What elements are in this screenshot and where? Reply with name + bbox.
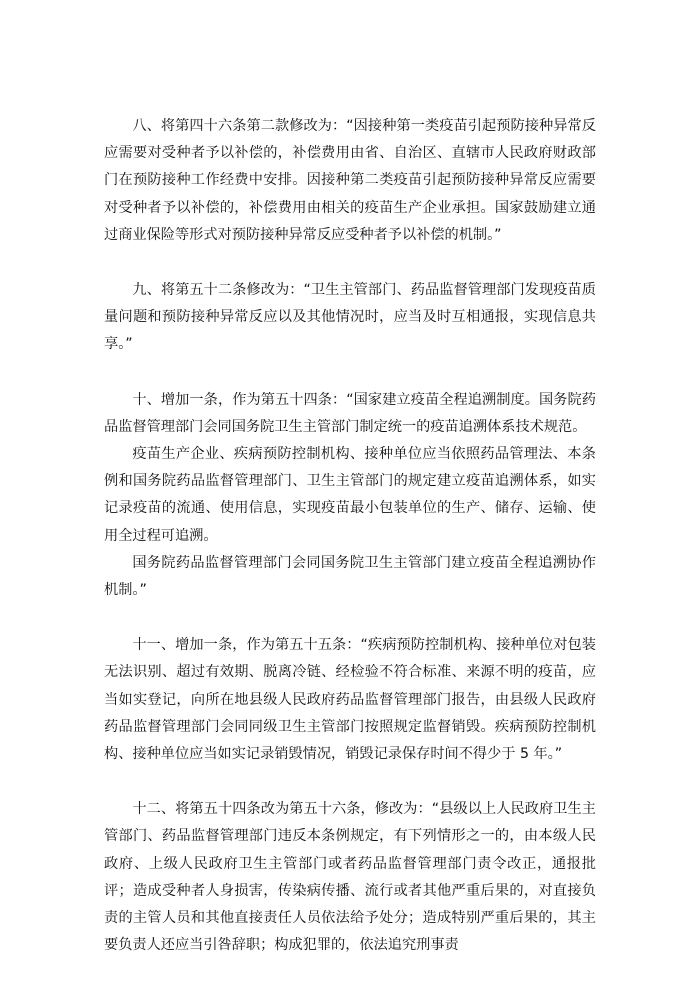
paragraph-article-10-clause-2: 疫苗生产企业、疾病预防控制机构、接种单位应当依照药品管理法、本条例和国务院药品监督管理部门、卫生主管部门的规定建立疫苗追溯体系，如实记录疫苗的流通、使用信息，实现疫苗最小包装单位的生产、储存、运输、使用全过程可追溯。 [104,446,596,544]
paragraph-article-12: 十二、将第五十四条改为第五十六条，修改为：“县级以上人民政府卫生主管部门、药品监督管理部门违反本条例规定，有下列情形之一的，由本级人民政府、上级人民政府卫生主管部门或者药品监督管理部门责令改正，通报批评；造成受种者人身损害，传染病传播、流行或者其他严重后果的，对直接负责的主管人员和其他直接责任人员依法给予处分；造成特别严重后果的，其主要负责人还应当引咎辞职；构成犯罪的，依法追究刑事责 [104,801,596,954]
paragraph-article-9: 九、将第五十二条修改为：“卫生主管部门、药品监督管理部门发现疫苗质量问题和预防接种异常反应以及其他情况时，应当及时互相通报，实现信息共享。” [104,282,596,353]
paragraph-article-10-clause-3: 国务院药品监督管理部门会同国务院卫生主管部门建立疫苗全程追溯协作机制。” [104,554,596,599]
document-body [104,113,596,959]
paragraph-article-11: 十一、增加一条，作为第五十五条：“疾病预防控制机构、接种单位对包装无法识别、超过有效期、脱离冷链、经检验不符合标准、来源不明的疫苗，应当如实登记，向所在地县级人民政府药品监督管理部门报告，由县级人民政府药品监督管理部门会同同级卫生主管部门按照规定监督销毁。疾病预防控制机构、接种单位应当如实记录销毁情况，销毁记录保存时间不得少于 5 年。” [104,637,596,763]
paragraph-article-10: 十、增加一条，作为第五十四条：“国家建立疫苗全程追溯制度。国务院药品监督管理部门会同国务院卫生主管部门制定统一的疫苗追溯体系技术规范。 [104,391,596,435]
paragraph-article-8: 八、将第四十六条第二款修改为：“因接种第一类疫苗引起预防接种异常反应需要对受种者予以补偿的，补偿费用由省、自治区、直辖市人民政府财政部门在预防接种工作经费中安排。因接种第二类疫苗引起预防接种异常反应需要对受种者予以补偿的，补偿费用由相关的疫苗生产企业承担。国家鼓励建立通过商业保险等形式对预防接种异常反应受种者予以补偿的机制。” [104,118,596,243]
